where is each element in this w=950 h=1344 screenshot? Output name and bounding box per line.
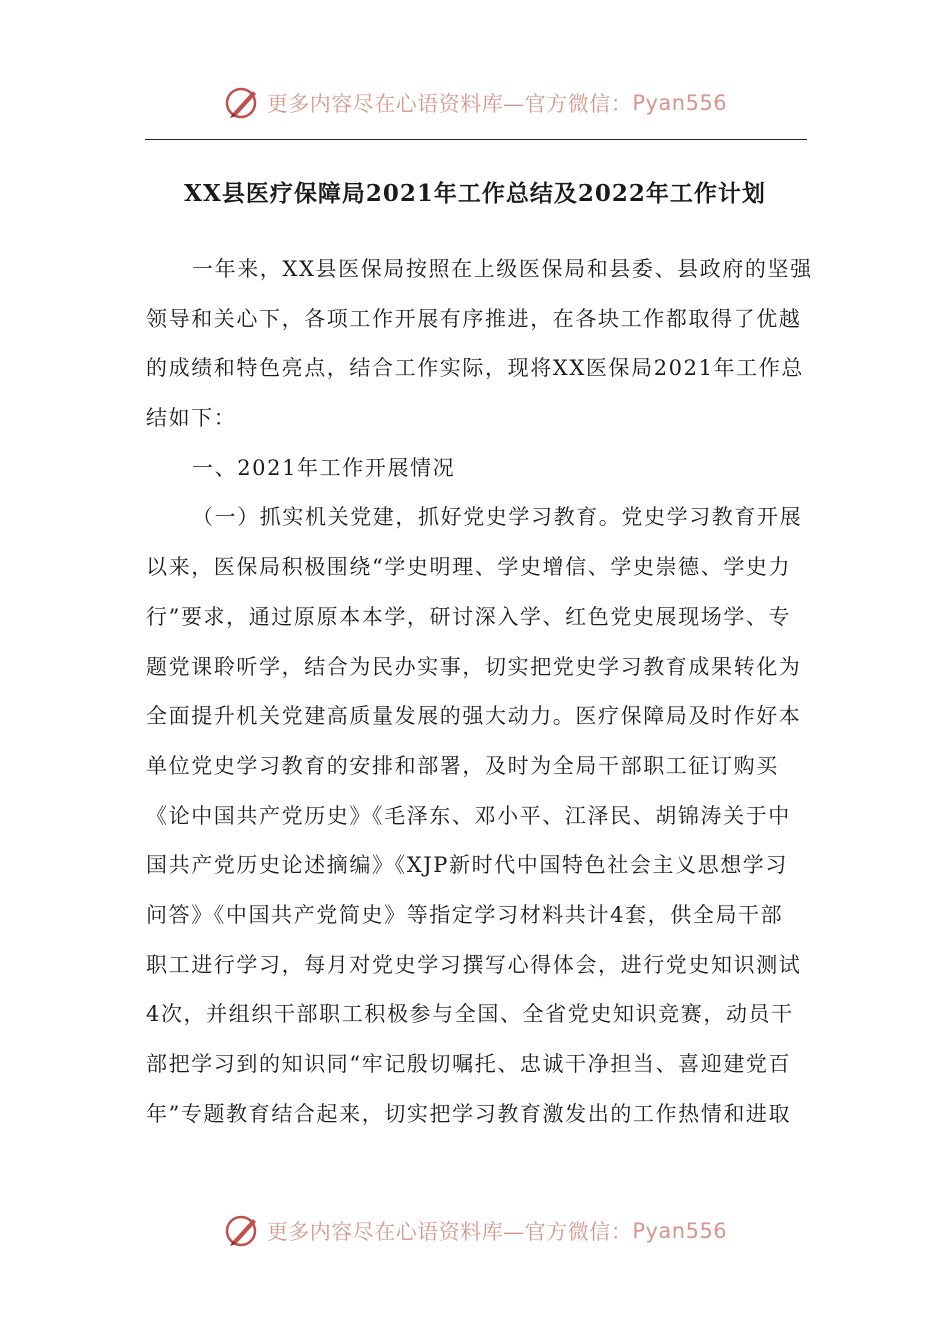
pen-logo-icon — [223, 1211, 263, 1251]
body-line: 的成绩和特色亮点，结合工作实际，现将XX医保局2021年工作总 — [146, 356, 804, 381]
body-line: 国共产党历史论述摘编》《XJP新时代中国特色社会主义思想学习 — [146, 853, 788, 878]
body-line: 全面提升机关党建高质量发展的强大动力。医疗保障局及时作好本 — [146, 704, 802, 729]
body-line: 以来，医保局积极围绕“学史明理、学史增信、学史崇德、学史力 — [146, 555, 792, 580]
body-line: 领导和关心下，各项工作开展有序推进，在各块工作都取得了优越 — [146, 306, 802, 331]
body-line: （一）抓实机关党建，抓好党史学习教育。党史学习教育开展 — [192, 505, 803, 530]
body-line: 部把学习到的知识同“牢记殷切嘱托、忠诚干净担当、喜迎建党百 — [146, 1052, 792, 1076]
header-divider — [145, 139, 807, 140]
watermark-footer — [0, 1206, 950, 1256]
body-line: 结如下： — [146, 406, 237, 431]
body-line: 单位党史学习教育的安排和部署，及时为全局干部职工征订购买 — [146, 753, 779, 778]
watermark-text: 更多内容尽在心语资料库—官方微信： — [266, 92, 633, 116]
body-line: 年”专题教育结合起来，切实把学习教育激发出的工作热情和进取 — [146, 1101, 792, 1126]
pen-logo-icon — [223, 83, 263, 123]
watermark-text: 更多内容尽在心语资料库—官方微信： — [266, 1220, 633, 1244]
body-line: 一年来，XX县医保局按照在上级医保局和县委、县政府的坚强 — [192, 257, 813, 281]
body-line: 职工进行学习，每月对党史学习撰写心得体会，进行党史知识测试 — [146, 952, 802, 977]
watermark-header — [0, 78, 950, 128]
watermark-wechat-id: Pyan556 — [632, 91, 728, 115]
body-line: 问答》《中国共产党简史》等指定学习材料共计4套，供全局干部 — [146, 902, 784, 927]
document-title: XX县医疗保障局2021年工作总结及2022年工作计划 — [184, 180, 766, 207]
body-line: 4次，并组织干部职工积极参与全国、全省党史知识竞赛，动员干 — [146, 1002, 794, 1027]
body-line: 行”要求，通过原原本本学，研讨深入学、红色党史展现场学、专 — [146, 604, 792, 629]
section-heading: 一、2021年工作开展情况 — [192, 455, 456, 480]
watermark-wechat-id: Pyan556 — [632, 1219, 728, 1243]
document-body — [146, 245, 813, 1139]
body-line: 《论中国共产党历史》《毛泽东、邓小平、江泽民、胡锦涛关于中 — [146, 803, 791, 828]
body-line: 题党课聆听学，结合为民办实事，切实把党史学习教育成果转化为 — [146, 654, 802, 679]
